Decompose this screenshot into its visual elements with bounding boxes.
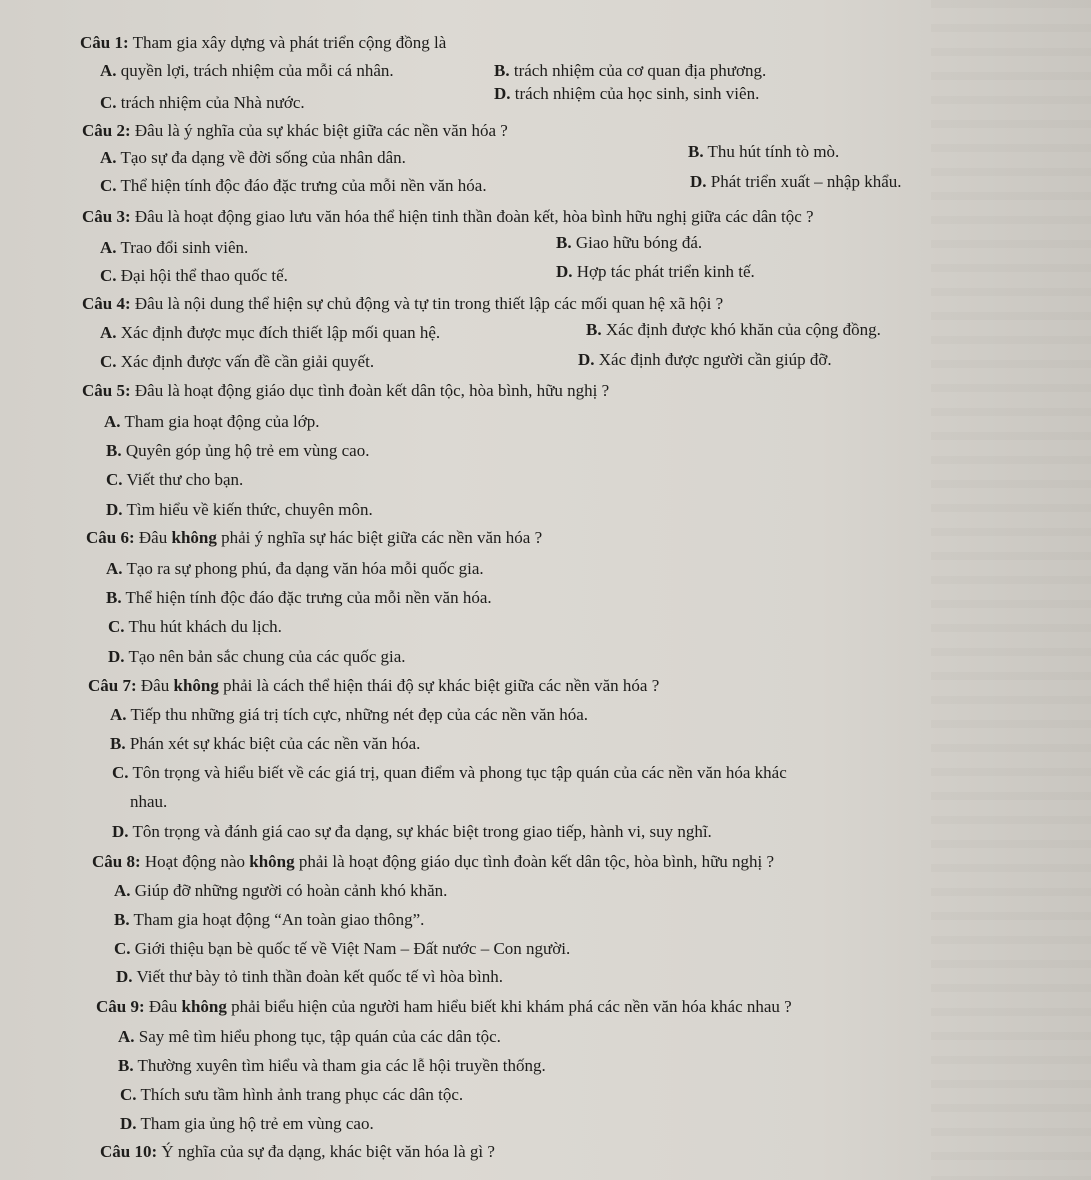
text-span: Xác định được người cần giúp đỡ.: [598, 350, 832, 369]
text-span: Ý nghĩa của sự đa dạng, khác biệt văn hóa là gì ?: [157, 1142, 495, 1161]
question-8: [92, 852, 774, 872]
option-letter: A.: [118, 1027, 135, 1046]
option-letter: C.: [108, 617, 125, 636]
text-span: Hợp tác phát triển kinh tế.: [576, 262, 755, 281]
text-span: Tạo sự đa dạng về đời sống của nhân dân.: [120, 148, 406, 167]
question-7-option-a: [110, 705, 588, 725]
question-9-option-a: [118, 1027, 501, 1047]
question-1-option-a: [100, 61, 394, 81]
question-2-option-c: [100, 176, 487, 196]
question-4-option-a: [100, 323, 440, 343]
option-letter: D.: [556, 262, 573, 281]
question-1-option-c: [100, 93, 305, 113]
text-span: Đâu: [134, 528, 172, 547]
question-6-option-a: [106, 559, 484, 579]
text-span: không: [249, 852, 295, 871]
option-letter: C.: [106, 470, 123, 489]
option-letter: C.: [100, 93, 117, 112]
question-number: Câu 8:: [92, 852, 141, 871]
text-span: trách nhiệm của Nhà nước.: [120, 93, 305, 112]
question-6-option-d: [108, 647, 406, 667]
text-span: Phán xét sự khác biệt của các nền văn hóa.: [129, 734, 421, 753]
question-3-option-c: [100, 266, 288, 286]
option-letter: A.: [100, 148, 117, 167]
text-span: không: [173, 676, 219, 695]
option-letter: C.: [114, 939, 131, 958]
text-span: Giới thiệu bạn bè quốc tế về Việt Nam – Đất nước – Con người.: [134, 939, 571, 958]
text-span: Thu hút tính tò mò.: [707, 142, 840, 161]
question-3-option-d: [556, 262, 755, 282]
text-span: Viết thư bày tỏ tinh thần đoàn kết quốc tế vì hòa bình.: [136, 967, 504, 986]
question-3-option-b: [556, 233, 702, 253]
question-4-option-b: [586, 320, 881, 340]
option-letter: B.: [494, 61, 510, 80]
option-letter: B.: [688, 142, 704, 161]
text-span: Đâu là nội dung thể hiện sự chủ động và tự tin trong thiết lập các mối quan hệ xã hội ?: [130, 294, 724, 313]
question-6: [86, 528, 542, 548]
option-letter: A.: [100, 61, 117, 80]
question-number: Câu 3:: [82, 207, 131, 226]
text-span: Trao đổi sinh viên.: [120, 238, 249, 257]
show-through-texture: [931, 0, 1091, 1180]
question-2-option-b: [688, 142, 839, 162]
text-span: không: [171, 528, 217, 547]
text-span: Tham gia xây dựng và phát triển cộng đồng là: [128, 33, 447, 52]
option-letter: A.: [110, 705, 127, 724]
question-5-option-c: [106, 470, 243, 490]
question-8-option-c: [114, 939, 570, 959]
question-number: Câu 1:: [80, 33, 129, 52]
question-6-option-b: [106, 588, 492, 608]
option-letter: B.: [114, 910, 130, 929]
question-9-option-d: [120, 1114, 374, 1134]
option-letter: C.: [120, 1085, 137, 1104]
option-letter: B.: [556, 233, 572, 252]
option-letter: B.: [106, 588, 122, 607]
question-number: Câu 10:: [100, 1142, 158, 1161]
text-span: Tạo ra sự phong phú, đa dạng văn hóa mỗi quốc gia.: [126, 559, 484, 578]
question-6-option-c: [108, 617, 282, 637]
text-span: phải ý nghĩa sự hác biệt giữa các nền văn hóa ?: [216, 528, 543, 547]
text-span: Quyên góp ủng hộ trẻ em vùng cao.: [125, 441, 370, 460]
question-number: Câu 2:: [82, 121, 131, 140]
text-span: Giao hữu bóng đá.: [575, 233, 703, 252]
question-number: Câu 5:: [82, 381, 131, 400]
option-letter: B.: [118, 1056, 134, 1075]
text-span: Thích sưu tầm hình ảnh trang phục các dân tộc.: [140, 1085, 464, 1104]
option-letter: C.: [100, 266, 117, 285]
text-span: Tham gia hoạt động của lớp.: [124, 412, 320, 431]
option-letter: A.: [100, 323, 117, 342]
text-span: Tham gia ủng hộ trẻ em vùng cao.: [140, 1114, 374, 1133]
option-letter: B.: [110, 734, 126, 753]
question-7-option-c: [112, 763, 787, 783]
option-letter: D.: [578, 350, 595, 369]
option-letter: D.: [108, 647, 125, 666]
question-9-option-b: [118, 1056, 546, 1076]
text-span: Thể hiện tính độc đáo đặc trưng của mỗi nền văn hóa.: [125, 588, 492, 607]
option-letter: C.: [100, 176, 117, 195]
text-span: Thể hiện tính độc đáo đặc trưng của mỗi nền văn hóa.: [120, 176, 487, 195]
option-letter: C.: [112, 763, 129, 782]
question-4-option-c: [100, 352, 374, 372]
question-5-option-a: [104, 412, 319, 432]
text-span: Phát triển xuất – nhập khẩu.: [710, 172, 902, 191]
question-number: Câu 6:: [86, 528, 135, 547]
text-span: phải biểu hiện của người ham hiểu biết khi khám phá các nền văn hóa khác nhau ?: [226, 997, 792, 1016]
text-span: Đâu là ý nghĩa của sự khác biệt giữa các nền văn hóa ?: [130, 121, 508, 140]
text-span: Tôn trọng và hiểu biết về các giá trị, quan điểm và phong tục tập quán của các nền văn hóa khác: [132, 763, 787, 782]
option-letter: D.: [690, 172, 707, 191]
question-5-option-d: [106, 500, 373, 520]
question-5-option-b: [106, 441, 369, 461]
text-span: Viết thư cho bạn.: [126, 470, 244, 489]
text-span: Đâu là hoạt động giáo dục tình đoàn kết dân tộc, hòa bình, hữu nghị ?: [130, 381, 610, 400]
text-span: trách nhiệm của cơ quan địa phương.: [513, 61, 767, 80]
text-span: nhau.: [130, 792, 168, 811]
question-1-option-b: [494, 61, 766, 81]
option-letter: A.: [106, 559, 123, 578]
option-letter: C.: [100, 352, 117, 371]
option-letter: A.: [114, 881, 131, 900]
question-9: [96, 997, 792, 1017]
text-span: Đâu: [144, 997, 182, 1016]
text-span: quyền lợi, trách nhiệm của mỗi cá nhân.: [120, 61, 394, 80]
text-span: Hoạt động nào: [140, 852, 250, 871]
option-letter: D.: [494, 84, 511, 103]
question-7-option-d: [112, 822, 712, 842]
question-2-option-d: [690, 172, 902, 192]
question-3-option-a: [100, 238, 248, 258]
option-letter: D.: [112, 822, 129, 841]
text-span: Tạo nên bản sắc chung của các quốc gia.: [128, 647, 406, 666]
text-span: Xác định được vấn đề cần giải quyết.: [120, 352, 375, 371]
text-span: trách nhiệm của học sinh, sinh viên.: [514, 84, 760, 103]
text-span: không: [181, 997, 227, 1016]
question-8-option-d: [116, 967, 503, 987]
text-span: Thu hút khách du lịch.: [128, 617, 282, 636]
question-7-option-b: [110, 734, 420, 754]
question-7: [88, 676, 659, 696]
text-span: phải là cách thể hiện thái độ sự khác biệt giữa các nền văn hóa ?: [218, 676, 660, 695]
text-span: Say mê tìm hiểu phong tục, tập quán của các dân tộc.: [138, 1027, 501, 1046]
question-2: [82, 121, 508, 141]
text-span: Tham gia hoạt động “An toàn giao thông”.: [133, 910, 425, 929]
question-5: [82, 381, 609, 401]
question-10: [100, 1142, 495, 1162]
question-8-option-b: [114, 910, 424, 930]
text-span: Giúp đỡ những người có hoàn cảnh khó khăn.: [134, 881, 448, 900]
question-8-option-a: [114, 881, 447, 901]
option-letter: D.: [106, 500, 123, 519]
text-span: Thường xuyên tìm hiểu và tham gia các lễ hội truyền thống.: [137, 1056, 546, 1075]
text-span: Tìm hiểu về kiến thức, chuyên môn.: [126, 500, 373, 519]
question-4-option-d: [578, 350, 832, 370]
option-letter: A.: [104, 412, 121, 431]
question-4: [82, 294, 723, 314]
text-span: Tôn trọng và đánh giá cao sự đa dạng, sự khác biệt trong giao tiếp, hành vi, suy nghĩ.: [132, 822, 712, 841]
option-letter: B.: [106, 441, 122, 460]
option-letter: B.: [586, 320, 602, 339]
question-1: [80, 33, 446, 53]
question-2-option-a: [100, 148, 406, 168]
question-number: Câu 9:: [96, 997, 145, 1016]
text-span: Tiếp thu những giá trị tích cực, những nét đẹp của các nền văn hóa.: [130, 705, 589, 724]
question-1-option-d: [494, 84, 759, 104]
text-span: Đâu: [136, 676, 174, 695]
question-7-option-c-cont: [130, 792, 167, 812]
text-span: Đại hội thể thao quốc tế.: [120, 266, 288, 285]
option-letter: D.: [116, 967, 133, 986]
question-number: Câu 4:: [82, 294, 131, 313]
option-letter: D.: [120, 1114, 137, 1133]
option-letter: A.: [100, 238, 117, 257]
question-number: Câu 7:: [88, 676, 137, 695]
question-3: [82, 207, 814, 227]
question-9-option-c: [120, 1085, 463, 1105]
text-span: Đâu là hoạt động giao lưu văn hóa thể hiện tinh thần đoàn kết, hòa bình hữu nghị giữa các dân tộc ?: [130, 207, 814, 226]
text-span: Xác định được khó khăn của cộng đồng.: [605, 320, 881, 339]
text-span: phải là hoạt động giáo dục tình đoàn kết dân tộc, hòa bình, hữu nghị ?: [294, 852, 775, 871]
text-span: Xác định được mục đích thiết lập mối quan hệ.: [120, 323, 441, 342]
